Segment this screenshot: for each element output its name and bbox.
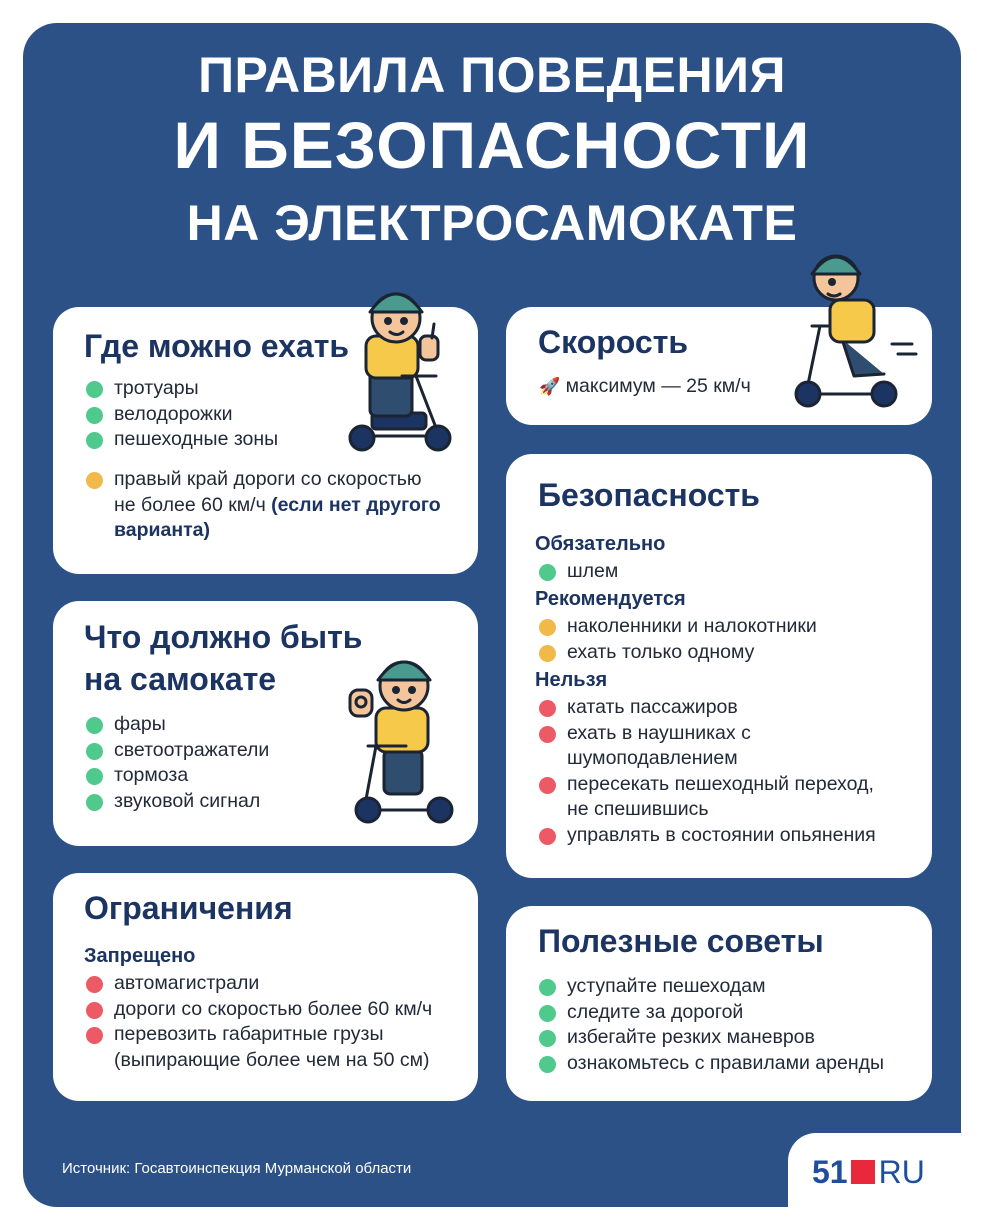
red-dot-icon — [539, 726, 556, 743]
yellow-dot-icon — [539, 645, 556, 662]
forbidden-list — [539, 695, 876, 848]
green-dot-icon — [539, 1056, 556, 1073]
recommended-label: Рекомендуется — [535, 588, 686, 610]
forbidden-label: Запрещено — [84, 945, 196, 967]
list-item: правый край дороги со скоростью не более 60 км/ч (если нет другого варианта) — [86, 467, 446, 544]
equipment-list — [86, 712, 316, 814]
list-item: ознакомьтесь с правилами аренды — [539, 1051, 919, 1077]
required-label: Обязательно — [535, 533, 666, 555]
yellow-dot-icon — [539, 619, 556, 636]
title-line-3: НА ЭЛЕКТРОСАМОКАТЕ — [186, 195, 798, 251]
list-item: ехать только одному — [539, 640, 909, 666]
card-restrictions — [53, 873, 478, 1101]
allowed-places-list — [86, 376, 306, 453]
list-item: пешеходные зоны — [86, 427, 306, 453]
list-item: избегайте резких маневров — [539, 1025, 919, 1051]
card-heading: Безопасность — [538, 477, 760, 513]
list-item: уступайте пешеходам — [539, 974, 919, 1000]
list-item: тротуары — [86, 376, 306, 402]
logo-ru: RU — [878, 1153, 925, 1190]
red-dot-icon — [539, 700, 556, 717]
required-list — [539, 559, 909, 585]
card-tips — [506, 906, 932, 1101]
speed-limit: 🚀 максимум — 25 км/ч — [539, 375, 751, 397]
list-item: фары — [86, 712, 316, 738]
title-line-2: И БЕЗОПАСНОСТИ — [173, 108, 811, 182]
list-item: звуковой сигнал — [86, 789, 316, 815]
boy-riding-scooter-icon — [792, 244, 922, 414]
red-dot-icon — [539, 777, 556, 794]
green-dot-icon — [539, 1005, 556, 1022]
green-dot-icon — [86, 432, 103, 449]
red-dot-icon — [86, 976, 103, 993]
boy-thumbs-up-scooter-icon — [340, 278, 460, 458]
logo-number: 51 — [812, 1153, 848, 1190]
recommended-list — [539, 614, 909, 665]
rocket-icon: 🚀 — [539, 377, 561, 396]
list-item: автомагистрали — [86, 971, 446, 997]
brand-logo[interactable] — [812, 1150, 925, 1194]
logo-square-icon — [851, 1160, 875, 1184]
green-dot-icon — [86, 794, 103, 811]
forbidden-label: Нельзя — [535, 669, 608, 691]
list-item: перевозить габаритные грузы (выпирающие более чем на 50 см) — [86, 1022, 444, 1073]
boy-ok-gesture-scooter-icon — [340, 650, 460, 830]
card-heading: Ограничения — [84, 890, 293, 926]
source-caption: Источник: Госавтоинспекция Мурманской области — [62, 1160, 412, 1177]
list-item: ехать в наушниках с шумоподавлением — [539, 721, 777, 772]
conditional-place-list — [86, 467, 446, 544]
list-item: катать пассажиров — [539, 695, 869, 721]
restrictions-list — [86, 971, 446, 1073]
card-heading: Где можно ехать — [84, 328, 350, 364]
card-heading: Что должно быть на самокате — [84, 619, 363, 697]
card-heading: Скорость — [538, 324, 689, 360]
green-dot-icon — [86, 768, 103, 785]
list-item: дороги со скоростью более 60 км/ч — [86, 997, 446, 1023]
green-dot-icon — [86, 381, 103, 398]
card-safety — [506, 454, 932, 878]
red-dot-icon — [86, 1027, 103, 1044]
green-dot-icon — [539, 979, 556, 996]
title-line-1: ПРАВИЛА ПОВЕДЕНИЯ — [198, 47, 786, 103]
red-dot-icon — [539, 828, 556, 845]
list-item: наколенники и налокотники — [539, 614, 909, 640]
green-dot-icon — [86, 743, 103, 760]
yellow-dot-icon — [86, 472, 103, 489]
list-item: шлем — [539, 559, 909, 585]
list-item: светоотражатели — [86, 738, 316, 764]
green-dot-icon — [86, 717, 103, 734]
green-dot-icon — [86, 407, 103, 424]
card-heading: Полезные советы — [538, 923, 824, 959]
list-item: тормоза — [86, 763, 316, 789]
list-item: пересекать пешеходный переход, не спешившись — [539, 772, 887, 823]
green-dot-icon — [539, 564, 556, 581]
list-item: управлять в состоянии опьянения — [539, 823, 937, 849]
green-dot-icon — [539, 1030, 556, 1047]
list-item: следите за дорогой — [539, 1000, 919, 1026]
list-item: велодорожки — [86, 402, 306, 428]
red-dot-icon — [86, 1002, 103, 1019]
tips-list — [539, 974, 919, 1076]
